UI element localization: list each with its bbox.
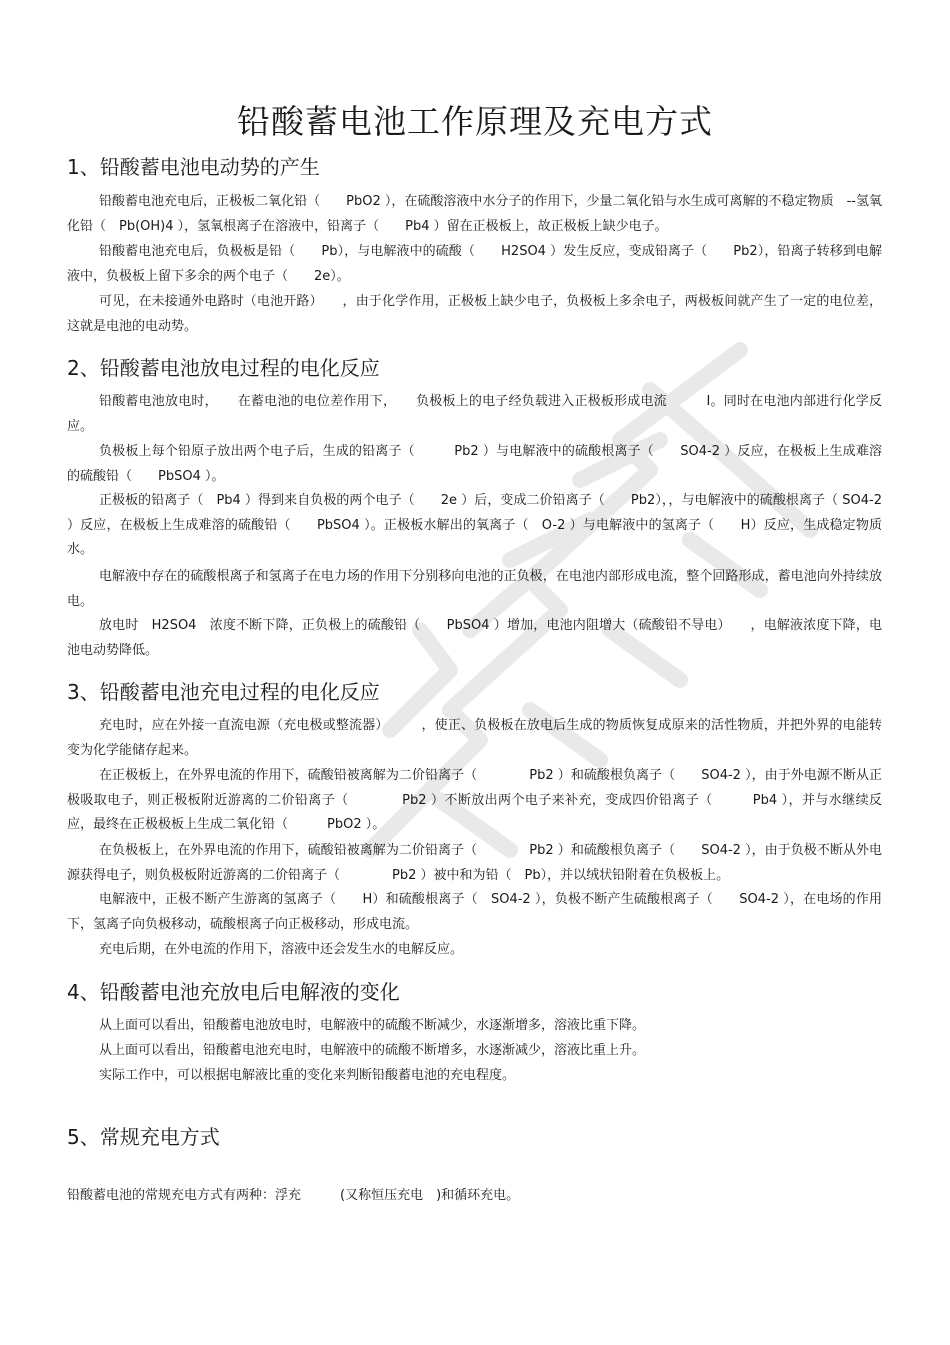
paragraph: 铅酸蓄电池放电时， 在蓄电池的电位差作用下， 负极板上的电子经负载进入正极板形成电流 I。同时在电池内部进行化学反应。 — [67, 394, 882, 434]
section-heading: 2、铅酸蓄电池放电过程的电化反应 — [67, 356, 380, 380]
paragraph: 铅酸蓄电池的常规充电方式有两种：浮充 (又称恒压充电 )和循环充电。 — [67, 1188, 520, 1203]
paragraph: 在负极板上，在外界电流的作用下，硫酸铅被离解为二价铅离子（ Pb2 ）和硫酸根负离子（ SO4-2 ），由于负极不断从外电源获得电子，则负极板附近游离的二价铅离子（ Pb2 ）被中和为铅（ Pb），并以绒状铅附着在负极板上。 — [67, 843, 882, 883]
paragraph: 电解液中存在的硫酸根离子和氢离子在电力场的作用下分别移向电池的正负极，在电池内部形成电流，整个回路形成，蓄电池向外持续放电。 — [67, 569, 882, 609]
paragraph: 实际工作中，可以根据电解液比重的变化来判断铅酸蓄电池的充电程度。 — [99, 1068, 516, 1083]
paragraph: 正极板的铅离子（ Pb4 ）得到来自负极的两个电子（ 2e ）后，变成二价铅离子（ Pb2），，与电解液中的硫酸根离子（ SO4-2 ）反应，在极板上生成难溶的硫酸铅（ PbSO4 ）。正极板水解出的氧离子（ O-2 ）与电解液中的氢离子（ H）反应，生成稳定物质水。 — [67, 493, 882, 558]
paragraph: 从上面可以看出，铅酸蓄电池充电时，电解液中的硫酸不断增多，水逐渐减少，溶液比重上升。 — [99, 1043, 646, 1058]
paragraph: 放电时 H2SO4 浓度不断下降，正负极上的硫酸铅（ PbSO4 ）增加，电池内阻增大（硫酸铅不导电） ，电解液浓度下降，电池电动势降低。 — [67, 618, 882, 658]
section-heading: 3、铅酸蓄电池充电过程的电化反应 — [67, 680, 380, 704]
paragraph: 充电时，应在外接一直流电源（充电极或整流器） ，使正、负极板在放电后生成的物质恢复成原来的活性物质，并把外界的电能转变为化学能储存起来。 — [67, 718, 882, 758]
paragraph: 负极板上每个铅原子放出两个电子后，生成的铅离子（ Pb2 ）与电解液中的硫酸根离子（ SO4-2 ）反应，在极板上生成难溶的硫酸铅（ PbSO4 ）。 — [67, 444, 882, 484]
paragraph: 铅酸蓄电池充电后，负极板是铅（ Pb），与电解液中的硫酸（ H2SO4 ）发生反应，变成铅离子（ Pb2），铅离子转移到电解液中，负极板上留下多余的两个电子（ 2e）。 — [67, 244, 882, 284]
section-heading: 4、铅酸蓄电池充放电后电解液的变化 — [67, 980, 400, 1004]
page-title: 铅酸蓄电池工作原理及充电方式 — [237, 102, 713, 141]
paragraph: 可见，在未接通外电路时（电池开路） ，由于化学作用，正极板上缺少电子，负极板上多余电子，两极板间就产生了一定的电位差，这就是电池的电动势。 — [67, 294, 882, 334]
section-heading: 1、铅酸蓄电池电动势的产生 — [67, 155, 320, 179]
paragraph: 电解液中，正极不断产生游离的氢离子（ H）和硫酸根离子（ SO4-2 ），负极不断产生硫酸根离子（ SO4-2 ），在电场的作用下，氢离子向负极移动，硫酸根离子向正极移动，形成电流。 — [67, 892, 882, 932]
paragraph: 从上面可以看出，铅酸蓄电池放电时，电解液中的硫酸不断减少，水逐渐增多，溶液比重下降。 — [99, 1018, 646, 1033]
paragraph: 在正极板上，在外界电流的作用下，硫酸铅被离解为二价铅离子（ Pb2 ）和硫酸根负离子（ SO4-2 ），由于外电源不断从正极吸取电子，则正极板附近游离的二价铅离子（ Pb2 ）不断放出两个电子来补充，变成四价铅离子（ Pb4 ），并与水继续反应，最终在正极极板上生成二氧化铅（ PbO2 ）。 — [67, 768, 882, 833]
paragraph: 铅酸蓄电池充电后，正极板二氧化铅（ PbO2 ），在硫酸溶液中水分子的作用下，少量二氧化铅与水生成可离解的不稳定物质 --氢氧化铅（ Pb(OH)4 ），氢氧根离子在溶液中，铅离子（ Pb4 ）留在正极板上，故正极板上缺少电子。 — [67, 194, 882, 234]
paragraph: 充电后期，在外电流的作用下，溶液中还会发生水的电解反应。 — [99, 942, 464, 957]
section-heading: 5、常规充电方式 — [67, 1125, 220, 1149]
